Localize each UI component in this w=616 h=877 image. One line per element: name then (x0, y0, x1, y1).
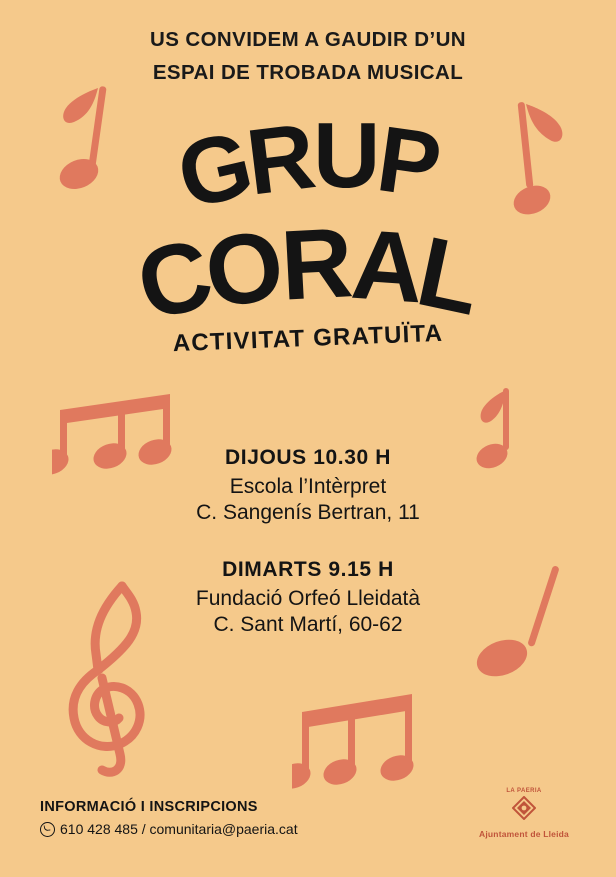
footer-info (40, 799, 298, 837)
title-letter: A (347, 207, 426, 324)
title-letter: U (313, 103, 380, 207)
institution-logo (472, 788, 576, 839)
title-word-grup (0, 103, 616, 229)
title-letter: R (278, 206, 355, 321)
footer-title: INFORMACIÓ I INSCRIPCIONS (40, 799, 258, 815)
session-place: Fundació Orfeó Lleidatà (195, 587, 421, 610)
session-address: C. Sant Martí, 60-62 (213, 613, 403, 636)
session-block (0, 446, 616, 525)
beamed-notes-icon (292, 690, 432, 810)
title-letter: P (371, 106, 447, 218)
coat-of-arms-icon (512, 796, 536, 820)
header-line-1: US CONVIDEM A GAUDIR D’UN (150, 28, 466, 51)
whatsapp-icon (40, 822, 55, 837)
footer-contact (40, 821, 298, 837)
header-line-2: ESPAI DE TROBADA MUSICAL (152, 61, 464, 84)
footer-contact-text: 610 428 485 / comunitaria@paeria.cat (60, 821, 298, 837)
session-place: Escola l’Intèrpret (229, 475, 387, 498)
title-letter: O (197, 207, 291, 330)
session-day: DIJOUS 10.30 H (225, 446, 391, 469)
title-letter: L (408, 214, 490, 336)
poster-title (0, 96, 616, 346)
session-address: C. Sangenís Bertran, 11 (196, 501, 420, 524)
title-letter: G (167, 110, 261, 229)
title-letter: R (241, 103, 320, 215)
poster-subtitle: ACTIVITAT GRATUÏTA (172, 319, 444, 358)
logo-name: Ajuntament de Lleida (479, 829, 569, 839)
session-day: DIMARTS 9.15 H (222, 558, 394, 581)
logo-top-text: LA PAERIA (506, 788, 542, 794)
title-letter: C (125, 216, 222, 342)
session-block (0, 558, 616, 637)
